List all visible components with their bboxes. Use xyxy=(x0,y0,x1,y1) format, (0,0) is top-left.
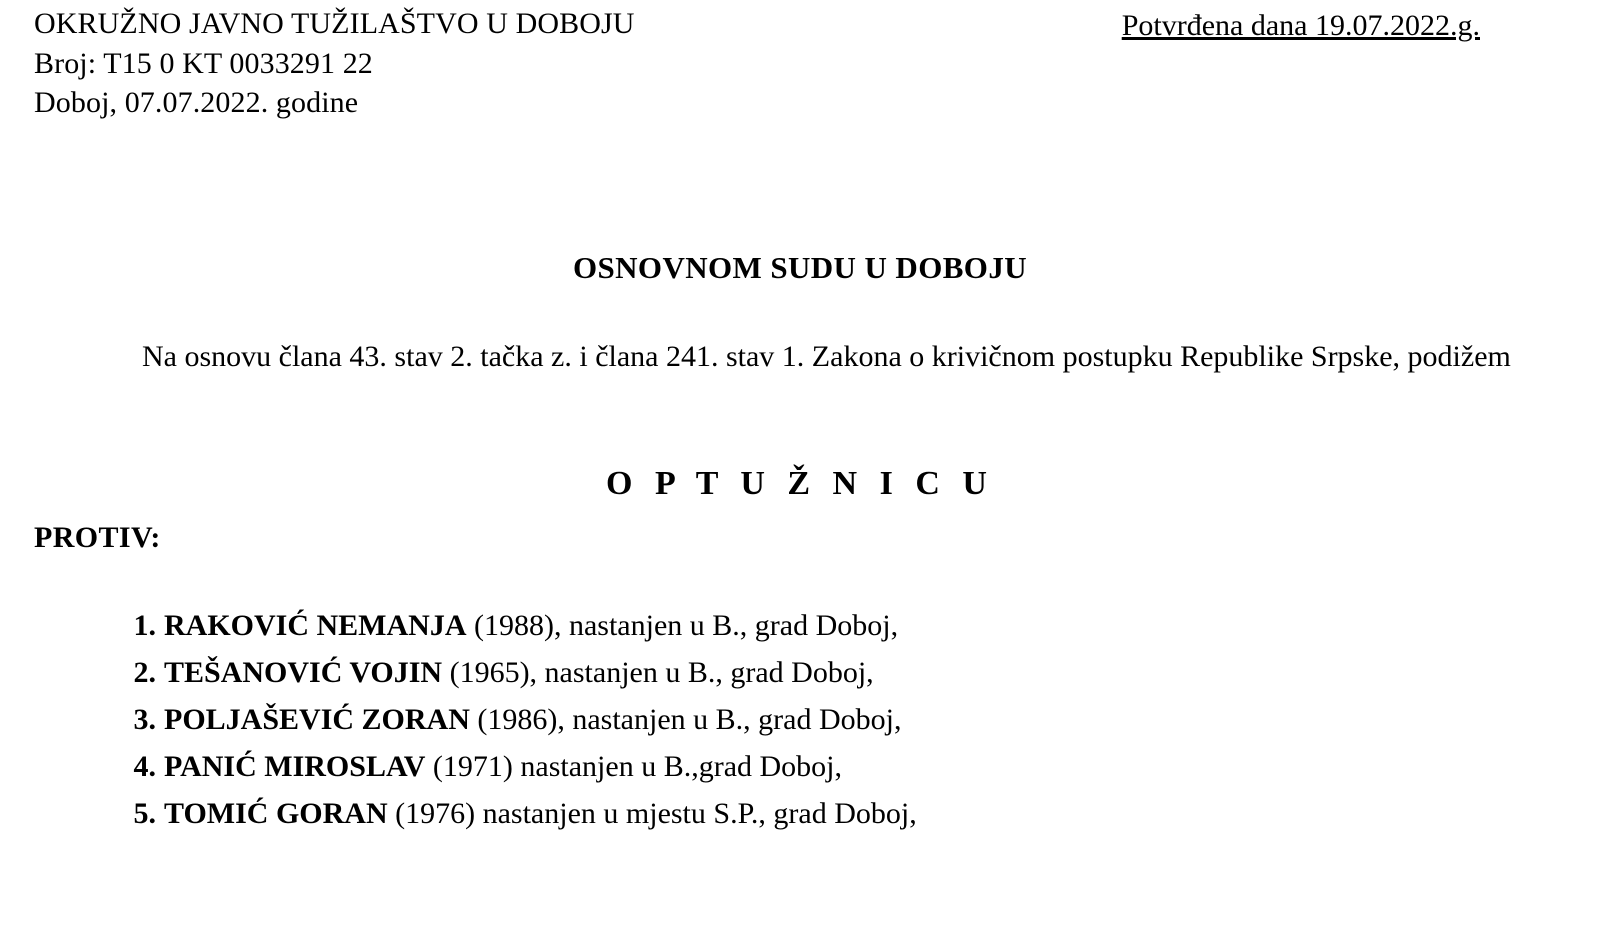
accused-details: (1976) nastanjen u mjestu S.P., grad Doboj, xyxy=(387,797,917,831)
prosecutor-office-name: OKRUŽNO JAVNO TUŽILAŠTVO U DOBOJU xyxy=(34,7,635,40)
list-item xyxy=(133,743,1566,790)
addressed-court-title: OSNOVNOM SUDU U DOBOJU xyxy=(572,250,1028,285)
list-item xyxy=(133,696,1566,743)
place-and-date: Doboj, 07.07.2022. godine xyxy=(34,86,359,120)
list-item-number: 1. xyxy=(133,609,156,642)
accused-name: POLJAŠEVIĆ ZORAN xyxy=(164,703,470,737)
list-item xyxy=(133,649,1566,696)
accused-name: TEŠANOVIĆ VOJIN xyxy=(164,656,443,690)
list-item-number: 4. xyxy=(133,750,156,784)
legal-basis-paragraph: Na osnovu člana 43. stav 2. tačka z. i člana 241. stav 1. Zakona o krivičnom postupku Republike Srpske, podižem xyxy=(142,340,1511,373)
list-item xyxy=(133,602,1566,649)
accused-name: TOMIĆ GORAN xyxy=(164,797,388,831)
list-item-number: 3. xyxy=(133,703,156,737)
confirmation-note: Potvrđena dana 19.07.2022.g. xyxy=(1121,9,1480,42)
accused-list xyxy=(34,602,1566,837)
list-item-number: 5. xyxy=(133,797,156,831)
case-number: Broj: T15 0 KT 0033291 22 xyxy=(34,46,373,80)
accused-details: (1988), nastanjen u B., grad Doboj, xyxy=(466,609,899,642)
list-item xyxy=(133,790,1566,837)
against-label: PROTIV: xyxy=(34,521,161,554)
header-left-block xyxy=(34,4,635,123)
list-item-number: 2. xyxy=(133,656,156,690)
accused-details: (1965), nastanjen u B., grad Doboj, xyxy=(442,656,874,690)
document-type-heading: O P T U Ž N I C U xyxy=(606,465,994,502)
document-header xyxy=(34,4,1566,123)
accused-name: PANIĆ MIROSLAV xyxy=(164,750,426,784)
accused-name: RAKOVIĆ NEMANJA xyxy=(164,609,467,642)
accused-details: (1986), nastanjen u B., grad Doboj, xyxy=(469,703,902,737)
accused-details: (1971) nastanjen u B.,grad Doboj, xyxy=(425,750,843,784)
